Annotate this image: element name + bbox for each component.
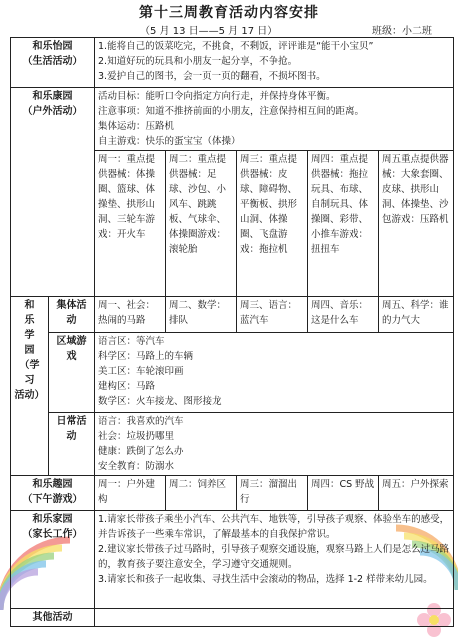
row-family-work bbox=[11, 511, 454, 609]
row-area-games bbox=[11, 333, 454, 413]
other-activity-content bbox=[95, 609, 454, 627]
group-friday: 周五、科学：谁的力气大 bbox=[379, 297, 454, 333]
row-other-activity bbox=[11, 609, 454, 627]
row-title-char: （学 bbox=[19, 360, 40, 371]
row-header-outdoor bbox=[11, 88, 95, 297]
games-monday: 周一：户外建构 bbox=[95, 476, 166, 511]
list-item: 3.爱护自己的图书，会一页一页的翻看，不损坏图书。 bbox=[98, 71, 326, 82]
outdoor-monday: 周一：重点提供器械：体操圈、篮球、体操垫、拱形山洞、三轮车游戏：开火车 bbox=[95, 151, 166, 297]
list-item: 语言区：等汽车 bbox=[98, 336, 165, 347]
row-title-char: 乐 bbox=[24, 315, 35, 326]
row-title-char: 习 bbox=[24, 375, 35, 386]
row-header-life bbox=[11, 38, 95, 88]
schedule-table bbox=[10, 37, 454, 627]
outdoor-overview bbox=[95, 88, 454, 151]
row-title-char: 和 bbox=[24, 300, 35, 311]
games-thursday: 周四：CS 野战 bbox=[308, 476, 379, 511]
row-group-activity bbox=[11, 297, 454, 333]
row-title: 和乐趣园 bbox=[32, 479, 73, 490]
list-item: 3.请家长和孩子一起收集、寻找生活中会滚动的物品，选择 1-2 样带来幼儿园。 bbox=[98, 574, 433, 585]
list-item: 2.建议家长带孩子过马路时，引导孩子观察交通设施，观察马路上人们是怎么过马路的，教育孩子要注意安全，学习遵守交通规则。 bbox=[98, 544, 450, 570]
area-games-label: 区域游戏 bbox=[49, 333, 95, 413]
group-tuesday: 周二、数学：排队 bbox=[166, 297, 237, 333]
outdoor-wednesday: 周三：重点提供器械：皮球、障碍物、平衡板、拱形山洞、体操圈、飞盘游戏：拖拉机 bbox=[237, 151, 308, 297]
outdoor-friday: 周五重点提供器械：大象套圈、皮球、拱形山洞、体操垫、沙包游戏：压路机 bbox=[379, 151, 454, 297]
row-header-family bbox=[11, 511, 95, 609]
daily-activity-label: 日常活动 bbox=[49, 413, 95, 476]
list-item: 安全教育：防溺水 bbox=[98, 461, 175, 472]
list-item: 健康：跌倒了怎么办 bbox=[98, 446, 184, 457]
life-activity-content bbox=[95, 38, 454, 88]
row-outdoor-activity bbox=[11, 88, 454, 151]
row-afternoon-games bbox=[11, 476, 454, 511]
outdoor-thursday: 周四：重点提供器械：拖拉玩具、布球、自制玩具、体操圈、彩带、小推车游戏：扭扭车 bbox=[308, 151, 379, 297]
row-title: 和乐怡园 bbox=[32, 41, 73, 52]
family-work-content bbox=[95, 511, 454, 609]
row-subtitle: （户外活动） bbox=[22, 106, 83, 117]
list-item: 1.能将自己的饭菜吃完，不挑食，不剩饭，评评谁是“能干小宝贝” bbox=[98, 41, 374, 52]
row-title-char: 园 bbox=[24, 345, 35, 356]
date-range: （5 月 13 日——5 月 17 日） bbox=[140, 26, 278, 37]
outdoor-tuesday: 周二：重点提供器械：足球、沙包、小风车、跳跳板、气球伞、体操圈游戏：滚轮胎 bbox=[166, 151, 237, 297]
page-title: 第十三周教育活动内容安排 bbox=[139, 5, 319, 21]
row-life-activity bbox=[11, 38, 454, 88]
row-header-games bbox=[11, 476, 95, 511]
row-header-learning bbox=[11, 297, 49, 476]
outdoor-goal: 活动目标：能听口令向指定方向行走，并保持身体平衡。 bbox=[98, 91, 336, 102]
list-item: 1.请家长带孩子乘坐小汽车、公共汽车、地铁等，引导孩子观察、体验坐车的感受，并告诉孩子一些乘车常识，了解最基本的自我保护常识。 bbox=[98, 514, 450, 540]
row-subtitle: （家长工作） bbox=[22, 529, 83, 540]
row-title-char: 学 bbox=[24, 330, 35, 341]
daily-activity-content bbox=[95, 413, 454, 476]
row-subtitle: （下午游戏） bbox=[22, 494, 83, 505]
outdoor-notice: 注意事项：知道不推挤前面的小朋友，注意保持相互间的距离。 bbox=[98, 106, 365, 117]
group-activity-label: 集体活动 bbox=[49, 297, 95, 333]
list-item: 语言：我喜欢的汽车 bbox=[98, 416, 184, 427]
row-header-other: 其他活动 bbox=[11, 609, 95, 627]
row-title-char: 活动） bbox=[14, 390, 45, 401]
area-games-content bbox=[95, 333, 454, 413]
row-title: 和乐康园 bbox=[32, 91, 73, 102]
games-wednesday: 周三：溜溜出行 bbox=[237, 476, 308, 511]
list-item: 数学区：火车接龙、图形接龙 bbox=[98, 396, 222, 407]
list-item: 2.知道好玩的玩具和小朋友一起分享，不争抢。 bbox=[98, 56, 298, 67]
outdoor-group-sport: 集体运动：压路机 bbox=[98, 121, 175, 132]
row-subtitle: （生活活动） bbox=[22, 56, 83, 67]
games-tuesday: 周二：饲养区 bbox=[166, 476, 237, 511]
class-label: 班级：小二班 bbox=[372, 26, 432, 37]
row-daily-activity bbox=[11, 413, 454, 476]
group-thursday: 周四、音乐：这是什么车 bbox=[308, 297, 379, 333]
list-item: 美工区：车轮滚印画 bbox=[98, 366, 184, 377]
group-wednesday: 周三、语言：蓝汽车 bbox=[237, 297, 308, 333]
group-monday: 周一、社会：热闹的马路 bbox=[95, 297, 166, 333]
row-title: 和乐家园 bbox=[32, 514, 73, 525]
list-item: 科学区：马路上的车辆 bbox=[98, 351, 194, 362]
list-item: 社会：垃圾扔哪里 bbox=[98, 431, 175, 442]
outdoor-free-game: 自主游戏：快乐的蛋宝宝（体操） bbox=[98, 136, 241, 147]
games-friday: 周五：户外探索 bbox=[379, 476, 454, 511]
list-item: 建构区：马路 bbox=[98, 381, 156, 392]
